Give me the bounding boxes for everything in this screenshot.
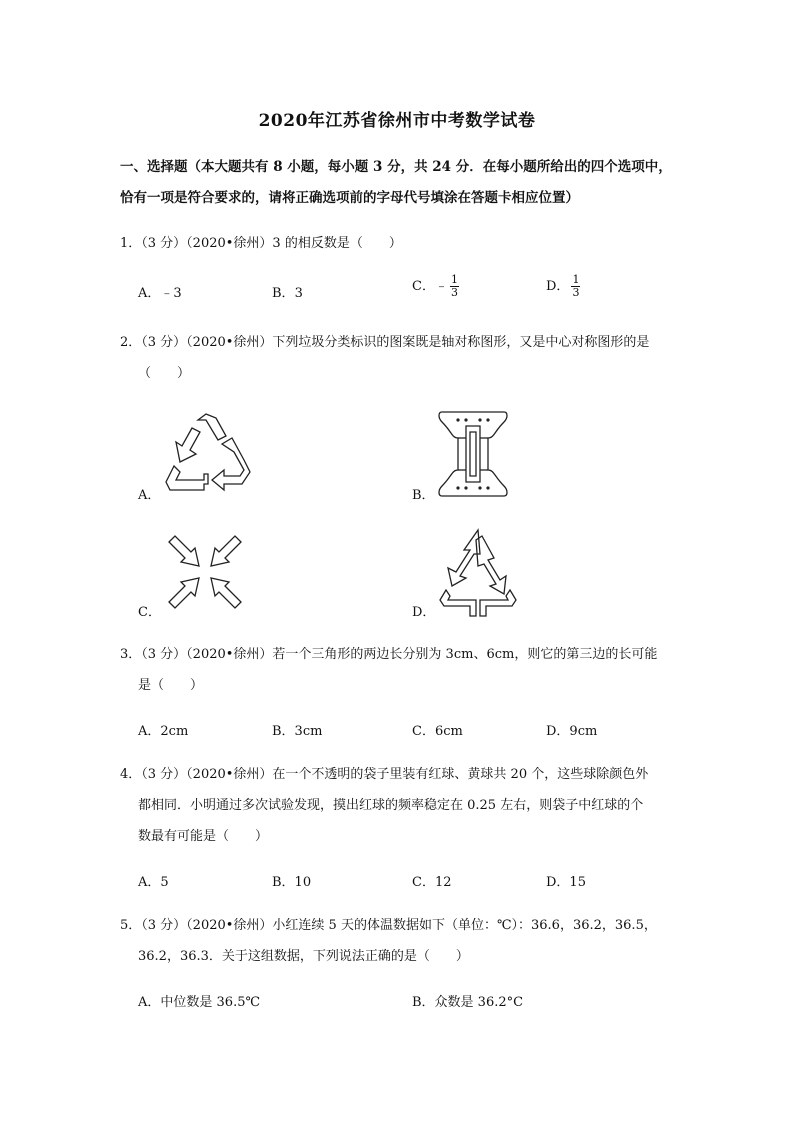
q2-option-a-label[interactable]: A． — [138, 488, 161, 503]
q3-option-b[interactable]: B．3cm — [272, 724, 323, 739]
q3-option-d[interactable]: D．9cm — [546, 724, 598, 739]
question-3-options — [138, 720, 698, 744]
q3-option-a[interactable]: A．2cm — [138, 724, 189, 739]
q3-option-c[interactable]: C．6cm — [412, 724, 463, 739]
q1-option-d-numerator: 1 — [572, 273, 580, 286]
q4-option-d[interactable]: D．15 — [546, 875, 586, 890]
question-4-options — [138, 871, 698, 895]
four-inward-arrows-icon — [165, 532, 245, 612]
q1-option-b[interactable] — [272, 282, 303, 301]
q5-option-a[interactable]: A．中位数是 36.5℃ — [138, 995, 261, 1010]
recycle-triangle-arrows-icon — [160, 410, 252, 496]
question-2-stem: 2．（3 分）（2020•徐州）下列垃圾分类标识的图案既是轴对称图形，又是中心对称图形的是 — [120, 335, 650, 350]
q1-option-a-label: A． — [138, 286, 161, 301]
section-heading-line1: 一、选择题（本大题共有 8 小题，每小题 3 分，共 24 分．在每小题所给出的四个选项中， — [120, 159, 672, 175]
q2-option-c-label[interactable]: C． — [138, 605, 161, 620]
q1-option-c-sign: ﹣ — [434, 279, 448, 294]
q4-option-c[interactable]: C．12 — [412, 875, 452, 890]
question-5-stem: 5．（3 分）（2020•徐州）小红连续 5 天的体温数据如下（单位：℃）：36.6，36.2，36.5， — [120, 918, 657, 933]
q1-option-d-label: D． — [546, 279, 570, 294]
q1-option-a[interactable] — [138, 282, 182, 301]
q1-option-c-label: C． — [412, 279, 435, 294]
q1-option-d[interactable] — [546, 274, 580, 299]
bent-sheet-symbol-icon — [436, 408, 510, 500]
q1-option-c[interactable] — [412, 274, 459, 299]
q4-option-a[interactable]: A．5 — [138, 875, 169, 890]
q1-option-b-text: 3 — [294, 286, 303, 301]
question-4-stem: 4．（3 分）（2020•徐州）在一个不透明的袋子里装有红球、黄球共 20 个，这些球除颜色外 — [120, 767, 649, 782]
q1-option-a-text: ﹣3 — [160, 286, 182, 301]
q5-option-b[interactable]: B．众数是 36.2°C — [412, 995, 524, 1010]
question-3-stem: 3．（3 分）（2020•徐州）若一个三角形的两边长分别为 3cm、6cm，则它的第三边的长可能 — [120, 647, 658, 662]
question-4-stem-cont2: 数最有可能是（ ） — [138, 829, 269, 844]
tree-arrow-symbol-icon — [436, 526, 520, 618]
q2-option-d-label[interactable]: D． — [412, 605, 436, 620]
question-5-options — [138, 991, 698, 1015]
question-5-stem-cont: 36.2，36.3．关于这组数据，下列说法正确的是（ ） — [138, 949, 469, 964]
q4-option-b[interactable]: B．10 — [272, 875, 312, 890]
question-1-stem: 1．（3 分）（2020•徐州）3 的相反数是（ ） — [120, 236, 402, 251]
section-heading-line2: 恰有一项是符合要求的，请将正确选项前的字母代号填涂在答题卡相应位置） — [120, 190, 579, 206]
q2-option-b-label[interactable]: B． — [412, 488, 435, 503]
exam-title: 2020年江苏省徐州市中考数学试卷 — [258, 111, 536, 131]
q1-option-c-denominator: 3 — [450, 286, 458, 299]
question-1-options — [138, 273, 698, 306]
question-3-stem-cont: 是（ ） — [138, 678, 204, 693]
q1-option-c-numerator: 1 — [450, 273, 458, 286]
q1-option-b-label: B． — [272, 286, 295, 301]
q1-option-d-fraction — [571, 274, 580, 299]
q1-option-d-denominator: 3 — [572, 286, 580, 299]
question-2-stem-cont: （ ） — [138, 366, 191, 381]
question-4-stem-cont1: 都相同．小明通过多次试验发现，摸出红球的频率稳定在 0.25 左右，则袋子中红球的个 — [138, 798, 644, 813]
q1-option-c-fraction — [450, 274, 459, 299]
